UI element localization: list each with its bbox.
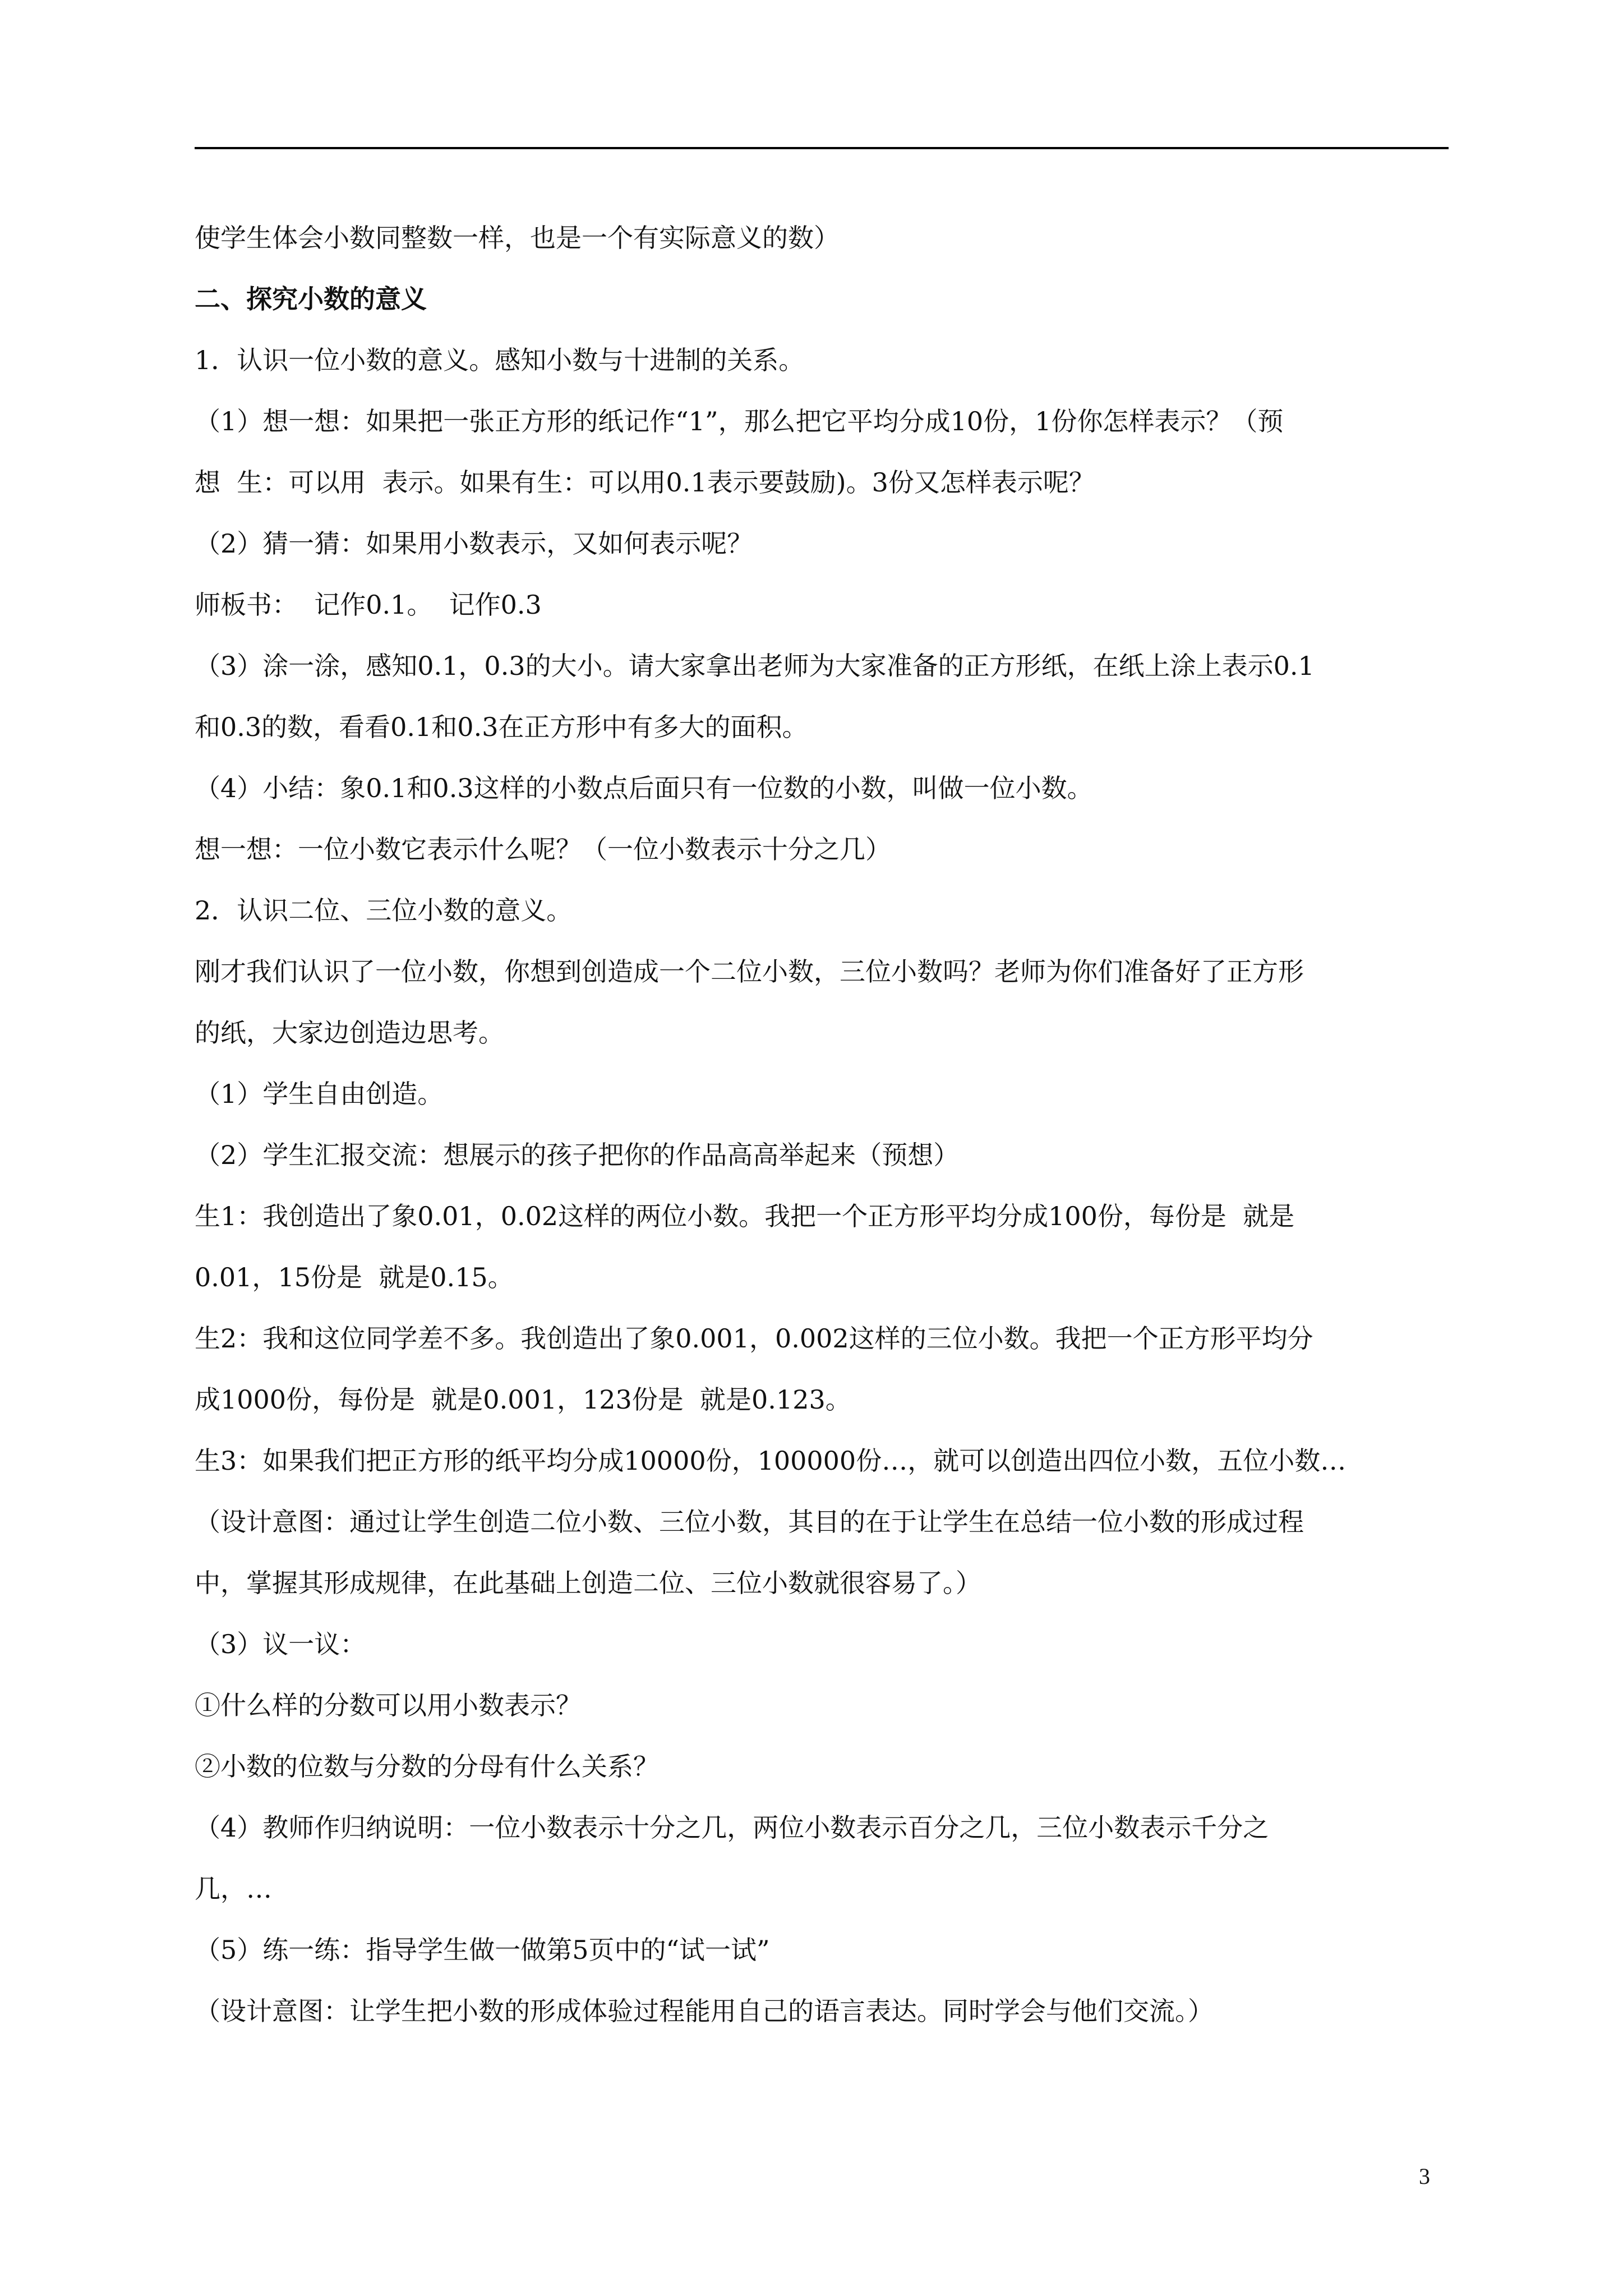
paragraph-line: 生3：如果我们把正方形的纸平均分成10000份，100000份…，就可以创造出四位小数，五位小数… (195, 1446, 1347, 1476)
paragraph-line: 几，… (195, 1874, 272, 1904)
paragraph-line: 和0.3的数，看看0.1和0.3在正方形中有多大的面积。 (195, 712, 808, 742)
paragraph-line: （4）教师作归纳说明：一位小数表示十分之几，两位小数表示百分之几，三位小数表示千分之 (195, 1812, 1269, 1843)
paragraph-line: （5）练一练：指导学生做一做第5页中的“试一试” (195, 1935, 770, 1965)
paragraph-line: ②小数的位数与分数的分母有什么关系？ (195, 1751, 659, 1782)
paragraph-line: （1）想一想：如果把一张正方形的纸记作“1”，那么把它平均分成10份，1份你怎样表示？（预 (195, 406, 1284, 436)
paragraph-line: 师板书： 记作0.1。 记作0.3 (195, 590, 542, 620)
paragraph-line: 想一想：一位小数它表示什么呢？（一位小数表示十分之几） (195, 834, 891, 864)
paragraph-line: 生2：我和这位同学差不多。我创造出了象0.001，0.002这样的三位小数。我把一个正方形平均分 (195, 1323, 1313, 1354)
paragraph-line: 的纸，大家边创造边思考。 (195, 1018, 504, 1048)
paragraph-line: （3）涂一涂，感知0.1，0.3的大小。请大家拿出老师为大家准备的正方形纸，在纸上涂上表示0.1 (195, 651, 1315, 681)
paragraph-line: 中，掌握其形成规律，在此基础上创造二位、三位小数就很容易了。） (195, 1568, 981, 1598)
paragraph-line: 想 生：可以用 表示。如果有生：可以用0.1表示要鼓励)。3份又怎样表示呢？ (195, 467, 1095, 498)
paragraph-line: （设计意图：让学生把小数的形成体验过程能用自己的语言表达。同时学会与他们交流。） (195, 1996, 1214, 2026)
paragraph-line: （设计意图：通过让学生创造二位小数、三位小数，其目的在于让学生在总结一位小数的形成过程 (195, 1507, 1304, 1537)
paragraph-line: 2．认识二位、三位小数的意义。 (195, 895, 573, 926)
section-heading: 二、探究小数的意义 (195, 284, 427, 314)
paragraph-line: 0.01，15份是 就是0.15。 (195, 1262, 514, 1292)
paragraph-line: （4）小结：象0.1和0.3这样的小数点后面只有一位数的小数，叫做一位小数。 (195, 773, 1093, 803)
paragraph-line: （2）猜一猜：如果用小数表示，又如何表示呢？ (195, 528, 753, 559)
paragraph-line: 刚才我们认识了一位小数，你想到创造成一个二位小数，三位小数吗？老师为你们准备好了正方形 (195, 956, 1304, 987)
paragraph-line: 使学生体会小数同整数一样，也是一个有实际意义的数） (195, 223, 840, 253)
paragraph-line: （1）学生自由创造。 (195, 1079, 444, 1109)
page-number: 3 (1419, 2164, 1430, 2189)
paragraph-line: （3）议一议： (195, 1629, 366, 1659)
document-body (195, 208, 1451, 2042)
paragraph-line: （2）学生汇报交流：想展示的孩子把你的作品高高举起来（预想） (195, 1140, 960, 1170)
paragraph-line: ①什么样的分数可以用小数表示？ (195, 1690, 582, 1720)
paragraph-line: 成1000份，每份是 就是0.001，123份是 就是0.123。 (195, 1384, 851, 1415)
header-rule (195, 147, 1449, 149)
paragraph-line: 生1：我创造出了象0.01，0.02这样的两位小数。我把一个正方形平均分成100份，每份是 就是 (195, 1201, 1295, 1231)
paragraph-line: 1．认识一位小数的意义。感知小数与十进制的关系。 (195, 345, 805, 375)
